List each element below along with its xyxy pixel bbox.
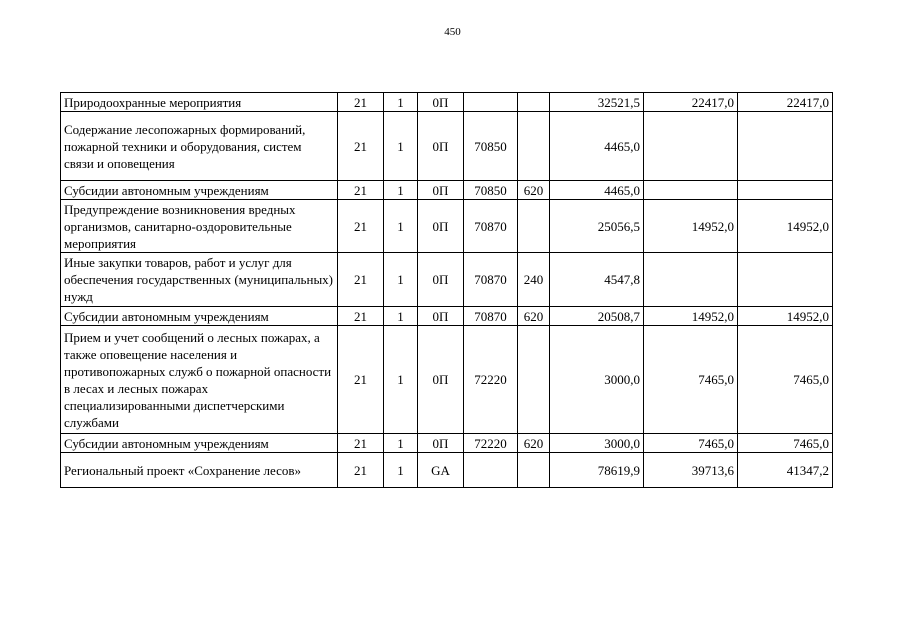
budget-table bbox=[60, 92, 833, 488]
cell-amount-3: 14952,0 bbox=[738, 200, 833, 253]
cell-amount-3: 41347,2 bbox=[738, 453, 833, 488]
cell-code-b: 1 bbox=[384, 253, 418, 307]
cell-code-a: 21 bbox=[338, 434, 384, 453]
cell-name: Иные закупки товаров, работ и услуг для обеспечения государственных (муниципальных) нужд bbox=[61, 253, 338, 307]
cell-code-b: 1 bbox=[384, 181, 418, 200]
cell-amount-2: 22417,0 bbox=[644, 93, 738, 112]
cell-amount-1: 4465,0 bbox=[550, 112, 644, 181]
cell-amount-3: 7465,0 bbox=[738, 434, 833, 453]
cell-code-e bbox=[518, 93, 550, 112]
cell-amount-1: 25056,5 bbox=[550, 200, 644, 253]
cell-code-d: 70850 bbox=[464, 181, 518, 200]
cell-code-d bbox=[464, 93, 518, 112]
cell-code-d: 70870 bbox=[464, 200, 518, 253]
cell-code-b: 1 bbox=[384, 307, 418, 326]
cell-code-e: 620 bbox=[518, 307, 550, 326]
cell-amount-1: 3000,0 bbox=[550, 434, 644, 453]
cell-code-c: 0П bbox=[418, 200, 464, 253]
cell-code-c: 0П bbox=[418, 434, 464, 453]
cell-code-d: 72220 bbox=[464, 326, 518, 434]
cell-code-a: 21 bbox=[338, 453, 384, 488]
cell-amount-3 bbox=[738, 181, 833, 200]
cell-code-e bbox=[518, 453, 550, 488]
cell-code-c: 0П bbox=[418, 307, 464, 326]
cell-code-c: 0П bbox=[418, 253, 464, 307]
table-row bbox=[61, 434, 833, 453]
cell-amount-1: 4465,0 bbox=[550, 181, 644, 200]
cell-code-b: 1 bbox=[384, 112, 418, 181]
cell-amount-1: 78619,9 bbox=[550, 453, 644, 488]
table-row bbox=[61, 181, 833, 200]
cell-code-e: 240 bbox=[518, 253, 550, 307]
cell-amount-1: 20508,7 bbox=[550, 307, 644, 326]
cell-code-a: 21 bbox=[338, 93, 384, 112]
cell-code-e bbox=[518, 326, 550, 434]
table-row bbox=[61, 307, 833, 326]
cell-name: Субсидии автономным учреждениям bbox=[61, 181, 338, 200]
cell-amount-3 bbox=[738, 253, 833, 307]
cell-name: Субсидии автономным учреждениям bbox=[61, 434, 338, 453]
cell-code-e: 620 bbox=[518, 181, 550, 200]
cell-code-c: 0П bbox=[418, 181, 464, 200]
cell-amount-2 bbox=[644, 181, 738, 200]
cell-name: Прием и учет сообщений о лесных пожарах, а также оповещение населения и противопожарных служб о пожарной опасности в лесах и лесных пожарах специализированными диспетчерскими службами bbox=[61, 326, 338, 434]
cell-name: Содержание лесопожарных формирований, пожарной техники и оборудования, систем связи и оповещения bbox=[61, 112, 338, 181]
cell-code-d bbox=[464, 453, 518, 488]
cell-name: Предупреждение возникновения вредных организмов, санитарно-оздоровительные мероприятия bbox=[61, 200, 338, 253]
page-number: 450 bbox=[444, 26, 461, 38]
cell-code-a: 21 bbox=[338, 253, 384, 307]
cell-code-e bbox=[518, 112, 550, 181]
table-row bbox=[61, 112, 833, 181]
cell-code-d: 70870 bbox=[464, 253, 518, 307]
cell-amount-3: 22417,0 bbox=[738, 93, 833, 112]
cell-amount-2 bbox=[644, 112, 738, 181]
cell-amount-1: 32521,5 bbox=[550, 93, 644, 112]
cell-code-a: 21 bbox=[338, 326, 384, 434]
table-row bbox=[61, 93, 833, 112]
cell-code-a: 21 bbox=[338, 307, 384, 326]
cell-code-b: 1 bbox=[384, 453, 418, 488]
cell-code-b: 1 bbox=[384, 200, 418, 253]
cell-name: Природоохранные мероприятия bbox=[61, 93, 338, 112]
cell-amount-1: 4547,8 bbox=[550, 253, 644, 307]
cell-code-d: 72220 bbox=[464, 434, 518, 453]
cell-code-a: 21 bbox=[338, 200, 384, 253]
cell-amount-3: 7465,0 bbox=[738, 326, 833, 434]
cell-code-a: 21 bbox=[338, 181, 384, 200]
cell-amount-3 bbox=[738, 112, 833, 181]
cell-amount-2: 7465,0 bbox=[644, 326, 738, 434]
cell-code-e bbox=[518, 200, 550, 253]
cell-code-c: 0П bbox=[418, 326, 464, 434]
cell-amount-2 bbox=[644, 253, 738, 307]
cell-code-e: 620 bbox=[518, 434, 550, 453]
cell-amount-1: 3000,0 bbox=[550, 326, 644, 434]
cell-code-b: 1 bbox=[384, 434, 418, 453]
table-row bbox=[61, 253, 833, 307]
cell-code-c: GA bbox=[418, 453, 464, 488]
cell-code-c: 0П bbox=[418, 93, 464, 112]
cell-amount-2: 14952,0 bbox=[644, 307, 738, 326]
table-row bbox=[61, 326, 833, 434]
cell-name: Субсидии автономным учреждениям bbox=[61, 307, 338, 326]
table-row bbox=[61, 453, 833, 488]
cell-amount-3: 14952,0 bbox=[738, 307, 833, 326]
cell-code-b: 1 bbox=[384, 93, 418, 112]
cell-code-c: 0П bbox=[418, 112, 464, 181]
cell-amount-2: 14952,0 bbox=[644, 200, 738, 253]
cell-code-a: 21 bbox=[338, 112, 384, 181]
cell-code-d: 70850 bbox=[464, 112, 518, 181]
cell-code-b: 1 bbox=[384, 326, 418, 434]
cell-name: Региональный проект «Сохранение лесов» bbox=[61, 453, 338, 488]
cell-amount-2: 39713,6 bbox=[644, 453, 738, 488]
table-row bbox=[61, 200, 833, 253]
cell-code-d: 70870 bbox=[464, 307, 518, 326]
cell-amount-2: 7465,0 bbox=[644, 434, 738, 453]
